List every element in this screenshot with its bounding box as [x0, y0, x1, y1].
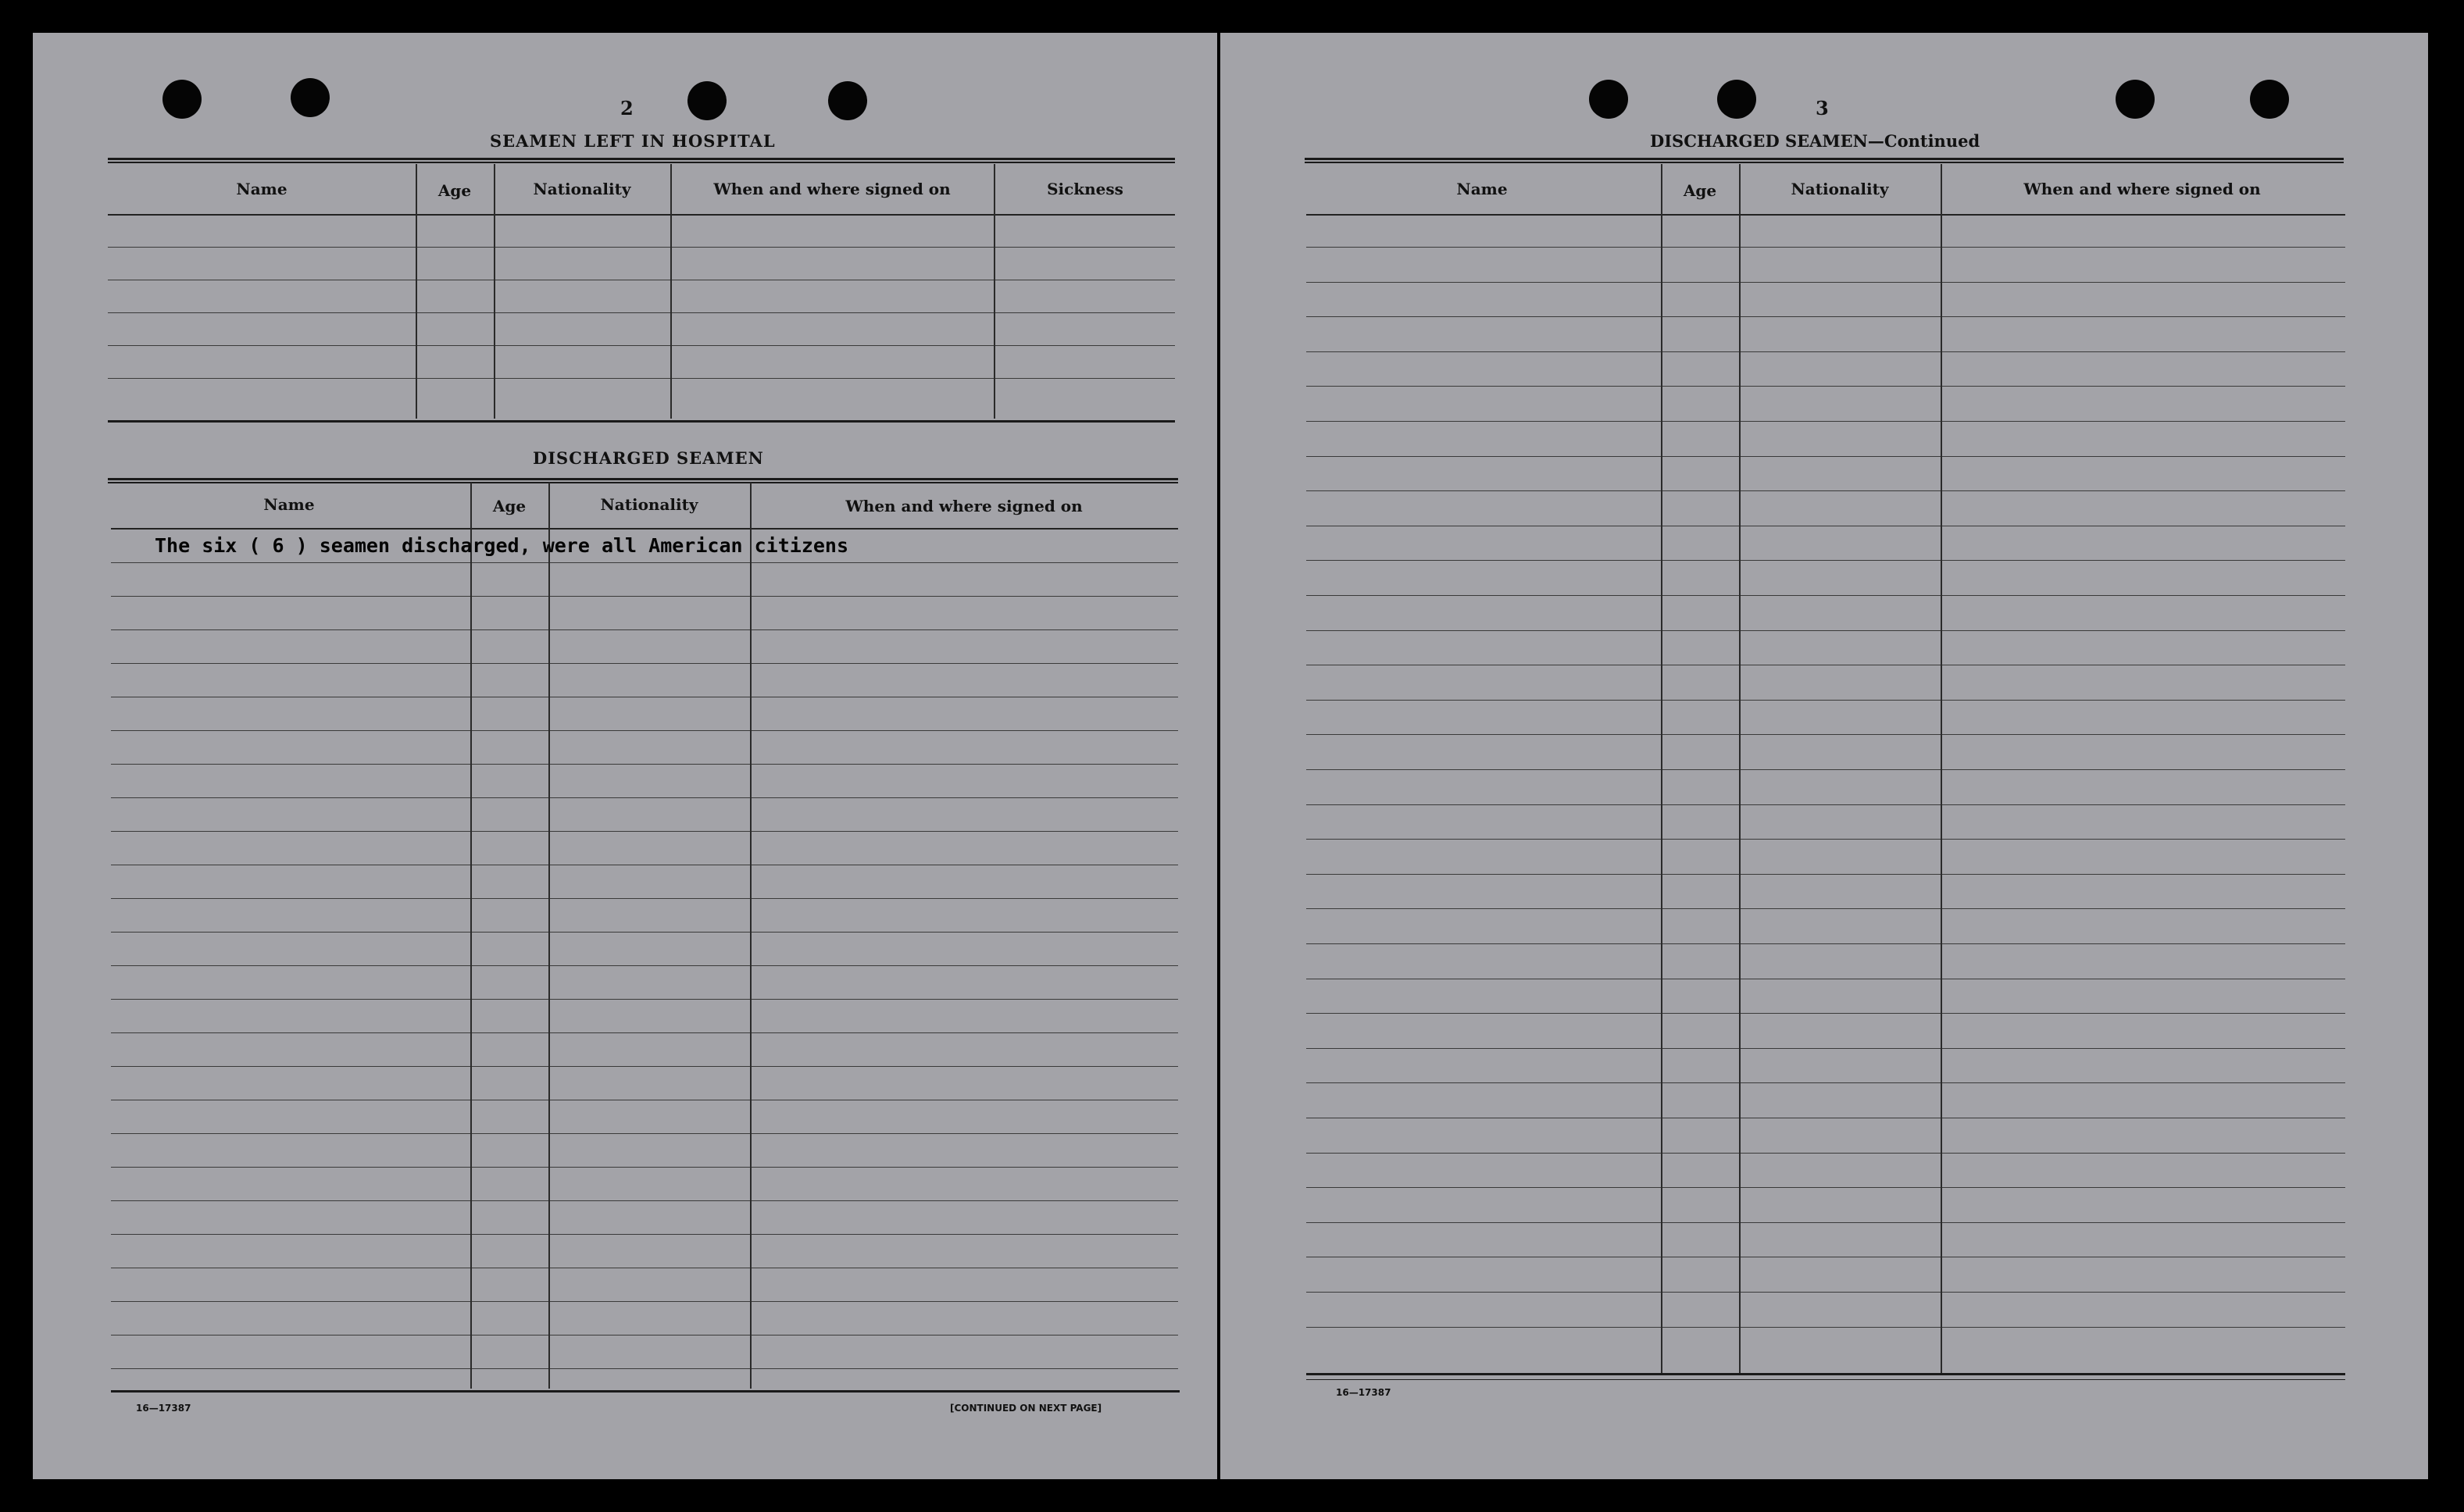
punch-hole — [2116, 80, 2155, 119]
column-header: When and where signed on — [845, 497, 1083, 515]
punch-hole — [291, 78, 330, 117]
table-rule — [1306, 1048, 2345, 1049]
table-rule — [1306, 1222, 2345, 1223]
table-rule — [1306, 1013, 2345, 1014]
title-suffix: —Continued — [1867, 131, 1980, 151]
column-header: Nationality — [600, 495, 698, 514]
column-divider — [1941, 164, 1942, 1373]
page-number: 3 — [1816, 97, 1829, 119]
title-main: DISCHARGED SEAMEN — [1650, 131, 1868, 151]
hospital-section-title: SEAMEN LEFT IN HOSPITAL — [490, 131, 776, 151]
column-header: Name — [263, 495, 315, 514]
typed-entry: The six ( 6 ) seamen discharged, were all American citizens — [155, 534, 849, 557]
right-section-title — [1650, 131, 1980, 151]
column-header: Sickness — [1047, 180, 1123, 198]
table-rule — [1306, 1187, 2345, 1188]
table-rule — [1306, 1082, 2345, 1083]
table-rule — [1306, 282, 2345, 283]
continued-note: [CONTINUED ON NEXT PAGE] — [950, 1403, 1102, 1414]
table-rule — [111, 1133, 1178, 1134]
column-header: Nationality — [533, 180, 631, 198]
column-divider — [750, 483, 752, 1389]
table-rule — [111, 965, 1178, 966]
column-divider — [1661, 164, 1662, 1373]
column-divider — [416, 164, 417, 419]
table-rule — [111, 999, 1178, 1000]
column-divider — [494, 164, 495, 419]
double-rule — [1305, 158, 2344, 163]
column-divider — [1739, 164, 1741, 1373]
punch-hole — [2250, 80, 2289, 119]
double-rule — [108, 420, 1175, 424]
table-rule — [1306, 700, 2345, 701]
table-rule — [1306, 1153, 2345, 1154]
column-header: Nationality — [1791, 180, 1889, 198]
table-rule — [111, 831, 1178, 832]
column-header: When and where signed on — [713, 180, 951, 198]
table-rule — [111, 1167, 1178, 1168]
table-rule — [111, 596, 1178, 597]
table-rule — [111, 1368, 1178, 1369]
table-header-rule — [108, 214, 1175, 216]
discharged-section-title: DISCHARGED SEAMEN — [533, 448, 764, 468]
table-rule — [111, 764, 1178, 765]
footer-rule — [1306, 1379, 2345, 1380]
double-rule — [108, 158, 1175, 163]
table-rule — [1306, 247, 2345, 248]
table-rule — [1306, 595, 2345, 596]
table-rule — [111, 1200, 1178, 1201]
punch-hole — [828, 81, 867, 120]
right-page — [1220, 33, 2428, 1479]
column-header: Age — [492, 497, 527, 515]
column-header: Age — [1683, 181, 1717, 200]
table-header-rule — [111, 528, 1178, 530]
column-header: Name — [1456, 180, 1508, 198]
table-rule — [1306, 874, 2345, 875]
table-rule — [111, 1301, 1178, 1302]
table-rule — [1306, 490, 2345, 491]
table-rule — [1306, 908, 2345, 909]
table-rule — [1306, 316, 2345, 317]
table-rule — [1306, 1292, 2345, 1293]
table-rule — [108, 312, 1175, 313]
form-number: 16—17387 — [136, 1403, 191, 1414]
table-rule — [111, 932, 1178, 933]
footer-rule — [1306, 1373, 2345, 1375]
table-rule — [1306, 456, 2345, 457]
punch-hole — [162, 80, 202, 119]
table-rule — [108, 345, 1175, 346]
table-header-rule — [1306, 214, 2345, 216]
table-rule — [1306, 769, 2345, 770]
table-rule — [1306, 421, 2345, 422]
left-page — [33, 33, 1217, 1479]
form-number: 16—17387 — [1336, 1387, 1391, 1398]
page-number: 2 — [620, 97, 634, 119]
column-header: Age — [437, 181, 472, 200]
table-rule — [1306, 943, 2345, 944]
table-rule — [1306, 386, 2345, 387]
punch-hole — [1589, 80, 1628, 119]
table-rule — [108, 247, 1175, 248]
punch-hole — [687, 81, 727, 120]
table-rule — [1306, 560, 2345, 561]
table-rule — [111, 1032, 1178, 1033]
table-rule — [111, 898, 1178, 899]
table-rule — [1306, 1327, 2345, 1328]
table-rule — [1306, 804, 2345, 805]
table-rule — [111, 797, 1178, 798]
table-rule — [111, 629, 1178, 630]
table-rule — [111, 663, 1178, 664]
column-header: Name — [236, 180, 287, 198]
table-rule — [111, 1066, 1178, 1067]
table-rule — [1306, 630, 2345, 631]
footer-rule — [111, 1390, 1180, 1393]
table-rule — [111, 730, 1178, 731]
double-rule — [108, 478, 1178, 483]
table-rule — [1306, 351, 2345, 352]
punch-hole — [1717, 80, 1756, 119]
bleed-through — [541, 394, 1087, 401]
table-rule — [108, 378, 1175, 379]
column-divider — [470, 483, 472, 1389]
column-divider — [670, 164, 672, 419]
table-rule — [111, 1234, 1178, 1235]
table-rule — [1306, 734, 2345, 735]
table-rule — [111, 562, 1178, 563]
column-divider — [994, 164, 995, 419]
column-divider — [548, 483, 550, 1389]
table-rule — [1306, 839, 2345, 840]
column-header: When and where signed on — [2023, 180, 2261, 198]
